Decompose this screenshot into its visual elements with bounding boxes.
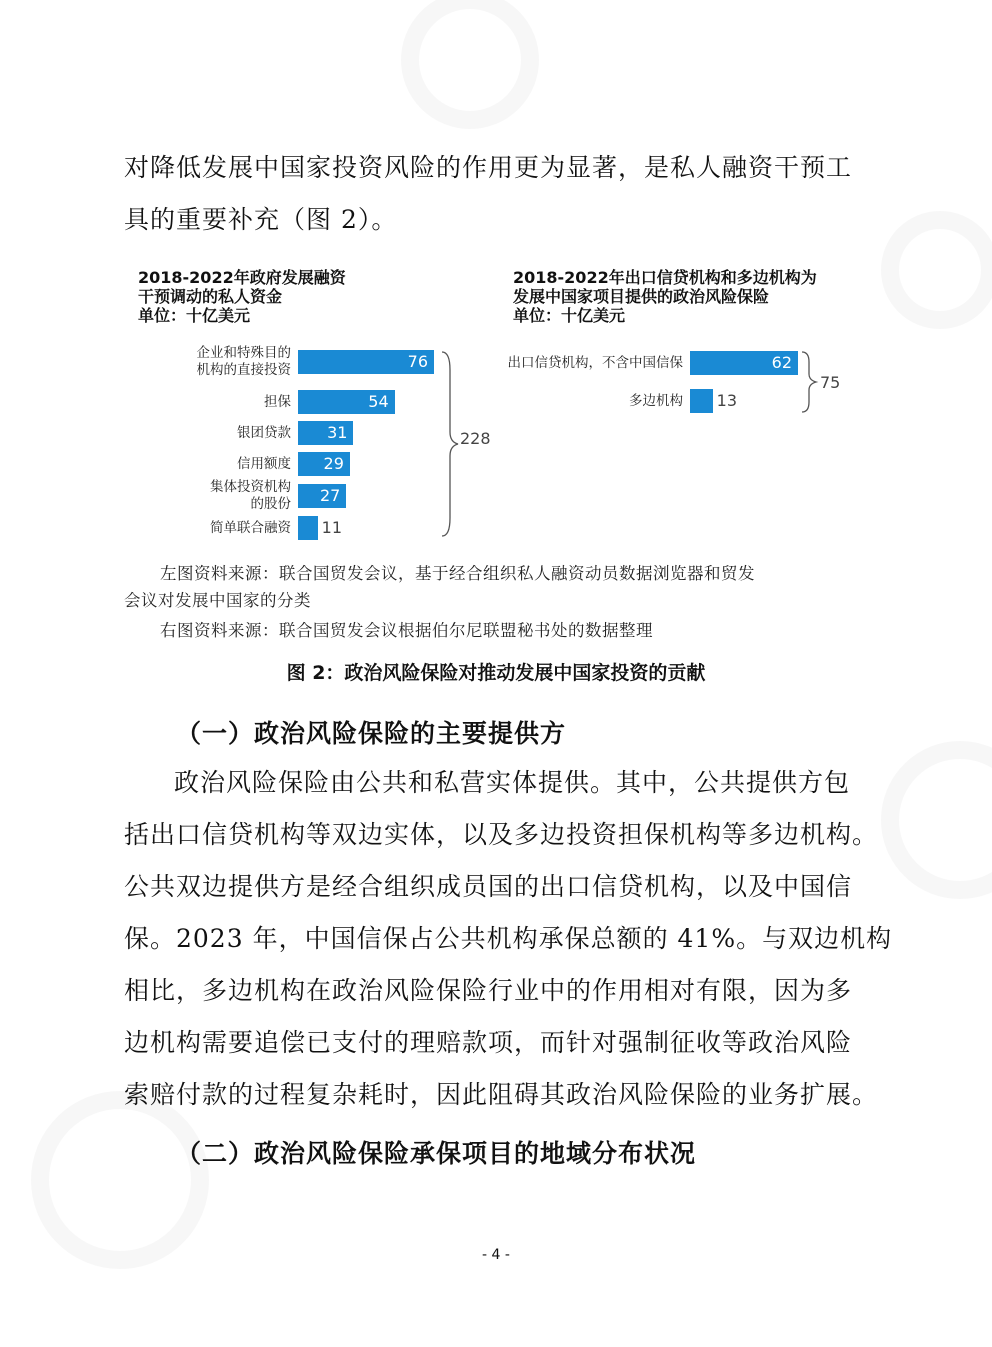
- section1-line: 相比，多边机构在政治风险保险行业中的作用相对有限，因为多: [124, 976, 853, 1005]
- intro-line: 对降低发展中国家投资风险的作用更为显著，是私人融资干预工: [124, 153, 853, 182]
- bar: [690, 389, 713, 413]
- left-source-line1: 左图资料来源：联合国贸发会议，基于经合组织私人融资动员数据浏览器和贸发: [160, 564, 755, 583]
- right-chart-title-line: 发展中国家项目提供的政治风险保险: [513, 287, 770, 306]
- section1-line: 政治风险保险由公共和私营实体提供。其中，公共提供方包: [174, 768, 851, 797]
- section1-line: 公共双边提供方是经合组织成员国的出口信贷机构，以及中国信: [124, 872, 853, 901]
- bar-category-label: 企业和特殊目的 机构的直接投资: [196, 345, 291, 378]
- bar-category-label: 多边机构: [629, 392, 683, 409]
- section2-heading: （二）政治风险保险承保项目的地域分布状况: [176, 1139, 697, 1168]
- right-chart-title: [513, 268, 817, 325]
- section1-line: 索赔付款的过程复杂耗时，因此阻碍其政治风险保险的业务扩展。: [124, 1080, 879, 1109]
- bar: [298, 516, 318, 540]
- left-chart-title: [138, 268, 346, 325]
- right-chart-title-line: 2018-2022年出口信贷机构和多边机构为: [513, 268, 817, 287]
- intro-paragraph: [124, 142, 869, 246]
- section1-heading: （一）政治风险保险的主要提供方: [176, 719, 567, 748]
- bar-value-label: 27: [319, 486, 341, 505]
- left-chart-unit: 单位：十亿美元: [138, 306, 251, 325]
- bar-value-label: 13: [716, 391, 737, 410]
- bar-category-label: 担保: [264, 393, 291, 410]
- bar-value-label: 29: [323, 454, 344, 473]
- right-chart-unit: 单位：十亿美元: [513, 306, 626, 325]
- right-source: 右图资料来源：联合国贸发会议根据伯尔尼联盟秘书处的数据整理: [160, 621, 653, 640]
- page-number: - 4 -: [482, 1247, 510, 1263]
- section1-paragraph: [124, 757, 893, 1121]
- left-chart-total: 228: [460, 429, 491, 448]
- bar-value-label: 62: [771, 353, 792, 372]
- bar-category-label: 银团贷款: [237, 424, 291, 441]
- figure-caption: 图 2：政治风险保险对推动发展中国家投资的贡献: [286, 662, 706, 684]
- section1-line: 括出口信贷机构等双边实体，以及多边投资担保机构等多边机构。: [124, 820, 879, 849]
- bar-value-label: 54: [368, 392, 389, 411]
- bar-category-label: 信用额度: [237, 455, 291, 472]
- left-chart-title-line: 2018-2022年政府发展融资: [138, 268, 346, 287]
- right-chart-total: 75: [820, 373, 841, 392]
- intro-line: 具的重要补充（图 2）。: [124, 205, 398, 234]
- left-chart-brace: [440, 350, 460, 540]
- section1-line: 保。2023 年，中国信保占公共机构承保总额的 41%。与双边机构: [124, 924, 893, 953]
- bar-category-label: 简单联合融资: [210, 519, 291, 536]
- left-chart-title-line: 干预调动的私人资金: [138, 287, 283, 306]
- bar-category-label: 集体投资机构 的股份: [210, 479, 291, 512]
- bar-category-label: 出口信贷机构，不含中国信保: [507, 354, 683, 371]
- right-chart-brace: [800, 350, 820, 414]
- left-source-line2: 会议对发展中国家的分类: [124, 591, 311, 610]
- bar-value-label: 11: [321, 518, 343, 537]
- bar-value-label: 76: [407, 352, 428, 371]
- section1-line: 边机构需要追偿已支付的理赔款项，而针对强制征收等政治风险: [124, 1028, 853, 1057]
- bar-value-label: 31: [327, 423, 348, 442]
